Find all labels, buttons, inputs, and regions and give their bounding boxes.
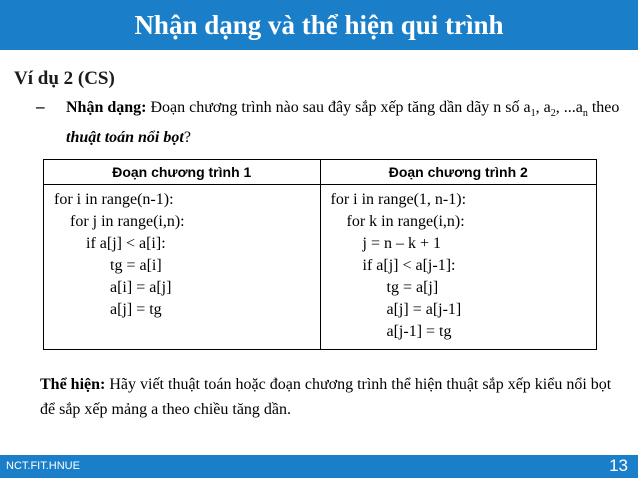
recognition-end: ?	[183, 129, 191, 147]
code-line: for j in range(i,n):	[54, 213, 185, 230]
show-label: Thể hiện:	[40, 376, 106, 393]
header-program-2: Đoạn chương trình 2	[320, 160, 597, 185]
code-line: for i in range(n-1):	[54, 191, 174, 208]
subscript-1: 1	[530, 108, 536, 120]
code-line: tg = a[j]	[330, 279, 439, 296]
recognition-text-a: Đoạn chương trình nào sau đây sắp xếp tăng dần dãy n số a	[146, 99, 531, 116]
code-line: a[j] = a[j-1]	[330, 301, 462, 318]
bubble-sort-term: thuật toán nổi bọt	[66, 129, 184, 147]
code-line: a[j-1] = tg	[330, 323, 452, 340]
code-line: if a[j] < a[i]:	[54, 235, 166, 252]
recognition-text-d: theo	[587, 99, 620, 116]
show-paragraph	[40, 372, 630, 422]
header-program-1: Đoạn chương trình 1	[44, 160, 321, 185]
code-line: tg = a[i]	[54, 257, 162, 274]
program-2-cell	[320, 185, 597, 350]
example-heading: Ví dụ 2 (CS)	[14, 68, 115, 89]
code-line: for k in range(i,n):	[330, 213, 465, 230]
footer-bar	[0, 455, 638, 478]
code-line: for i in range(1, n-1):	[330, 191, 467, 208]
recognition-text-b: , a	[535, 99, 551, 116]
slide-title: Nhận dạng và thể hiện qui trình	[134, 9, 504, 40]
title-bar	[0, 0, 638, 50]
recognition-text-c: , ...a	[555, 99, 583, 116]
code-line: a[i] = a[j]	[54, 279, 172, 296]
code-comparison-table	[43, 159, 597, 350]
program-1-cell	[44, 185, 321, 350]
subscript-n: n	[582, 108, 588, 120]
footer-org: NCT.FIT.HNUE	[6, 460, 80, 472]
bullet-dash: –	[36, 97, 45, 116]
recognition-label: Nhận dạng:	[66, 99, 147, 116]
code-line: a[j] = tg	[54, 301, 162, 318]
recognition-paragraph	[66, 96, 626, 150]
code-line: if a[j] < a[j-1]:	[330, 257, 456, 274]
code-line: j = n – k + 1	[330, 235, 441, 252]
subscript-2: 2	[550, 108, 556, 120]
page-number: 13	[609, 456, 628, 475]
show-text: Hãy viết thuật toán hoặc đoạn chương trình thể hiện thuật sắp xếp kiểu nổi bọt để sắp xếp mảng a theo chiều tăng dần.	[40, 376, 612, 418]
